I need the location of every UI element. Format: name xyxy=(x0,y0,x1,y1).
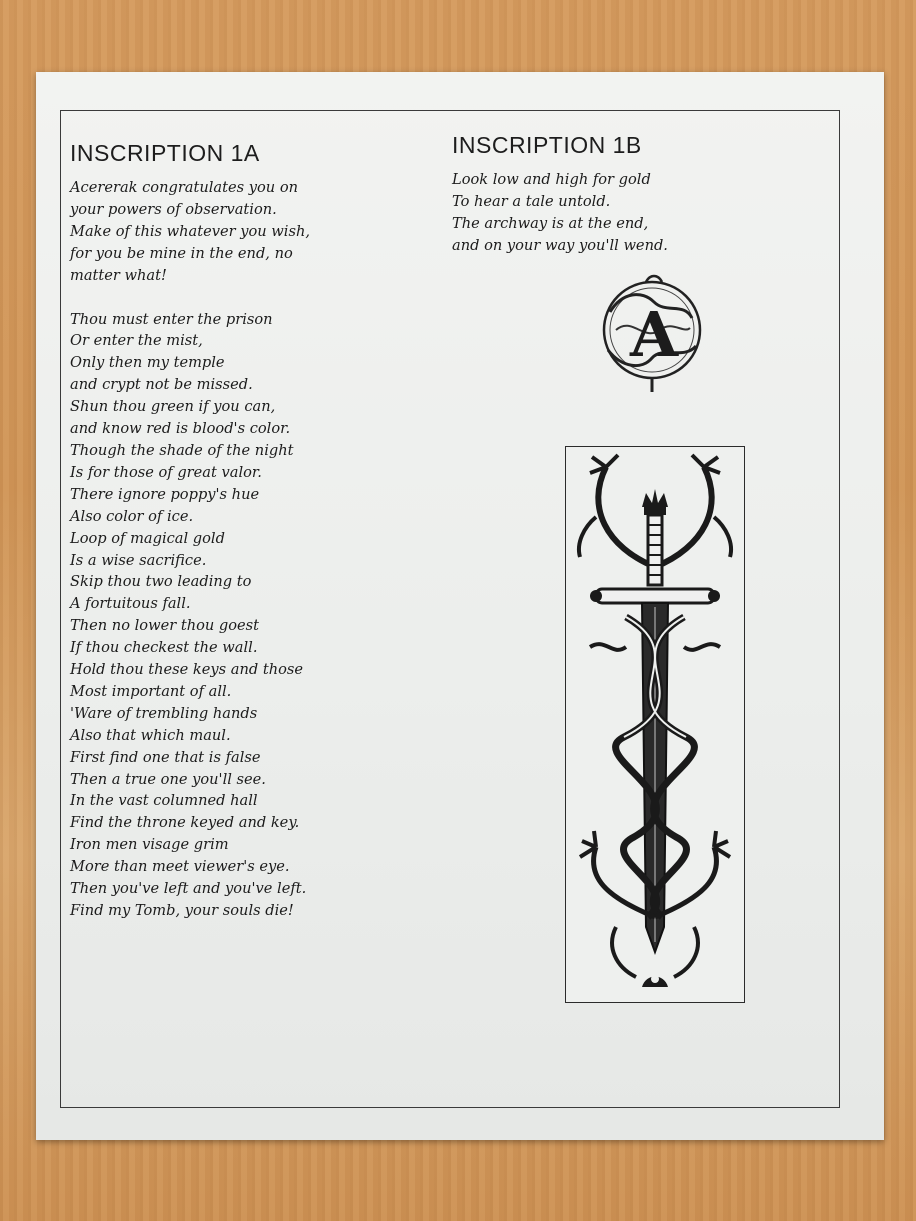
verse-line: Find the throne keyed and key. xyxy=(70,814,300,832)
verse-line: and crypt not be missed. xyxy=(70,376,253,394)
inscription-1a-intro xyxy=(70,177,440,287)
verse-line: Iron men visage grim xyxy=(70,836,229,854)
verse-line: Only then my temple xyxy=(70,354,225,372)
verse-line: Find my Tomb, your souls die! xyxy=(70,902,294,919)
verse-line: A fortuitous fall. xyxy=(70,595,191,613)
inscription-1a xyxy=(70,140,440,922)
verse-line: Look low and high for gold xyxy=(452,171,651,188)
intro-line: matter what! xyxy=(70,266,167,284)
verse-line: The archway is at the end, xyxy=(452,214,649,232)
verse-line: Skip thou two leading to xyxy=(70,573,252,591)
verse-line: Thou must enter the prison xyxy=(70,310,273,328)
verse-line: Loop of magical gold xyxy=(70,529,225,547)
verse-line: and know red is blood's color. xyxy=(70,420,291,438)
svg-text:A: A xyxy=(630,298,679,371)
illuminated-letter-a-icon xyxy=(592,272,712,394)
sword-illustration-panel xyxy=(565,446,745,1003)
verse-line: Or enter the mist, xyxy=(70,332,203,350)
verse-line: Also color of ice. xyxy=(70,507,194,525)
intro-line: for you be mine in the end, no xyxy=(70,244,293,262)
sword-with-vines-icon xyxy=(566,447,744,1002)
inscription-1b-heading: INSCRIPTION 1B xyxy=(452,132,642,158)
verse-line: and on your way you'll wend. xyxy=(452,236,668,254)
intro-line: your powers of observation. xyxy=(70,200,277,218)
verse-line: First find one that is false xyxy=(70,748,261,766)
verse-line: Is for those of great valor. xyxy=(70,463,262,481)
verse-line: Also that which maul. xyxy=(70,726,231,744)
inscription-1a-heading: INSCRIPTION 1A xyxy=(70,140,260,166)
verse-line: If thou checkest the wall. xyxy=(70,639,258,657)
verse-line: To hear a tale untold. xyxy=(452,192,611,210)
verse-line: More than meet viewer's eye. xyxy=(70,858,290,876)
verse-line: Then you've left and you've left. xyxy=(70,880,307,898)
intro-line: Make of this whatever you wish, xyxy=(70,222,310,240)
verse-line: Though the shade of the night xyxy=(70,441,294,459)
inscription-1a-verse xyxy=(70,309,440,922)
verse-line: There ignore poppy's hue xyxy=(70,485,260,503)
inscription-1b xyxy=(452,132,832,257)
verse-line: Is a wise sacrifice. xyxy=(70,551,207,569)
verse-line: Then no lower thou goest xyxy=(70,617,260,635)
intro-line: Acererak congratulates you on xyxy=(70,179,299,196)
verse-line: In the vast columned hall xyxy=(70,792,258,810)
verse-line: Shun thou green if you can, xyxy=(70,398,276,416)
verse-line: Most important of all. xyxy=(70,682,232,700)
verse-line: 'Ware of trembling hands xyxy=(70,704,258,722)
verse-line: Then a true one you'll see. xyxy=(70,770,266,788)
inscription-1b-verse xyxy=(452,169,832,257)
verse-line: Hold thou these keys and those xyxy=(70,661,304,679)
